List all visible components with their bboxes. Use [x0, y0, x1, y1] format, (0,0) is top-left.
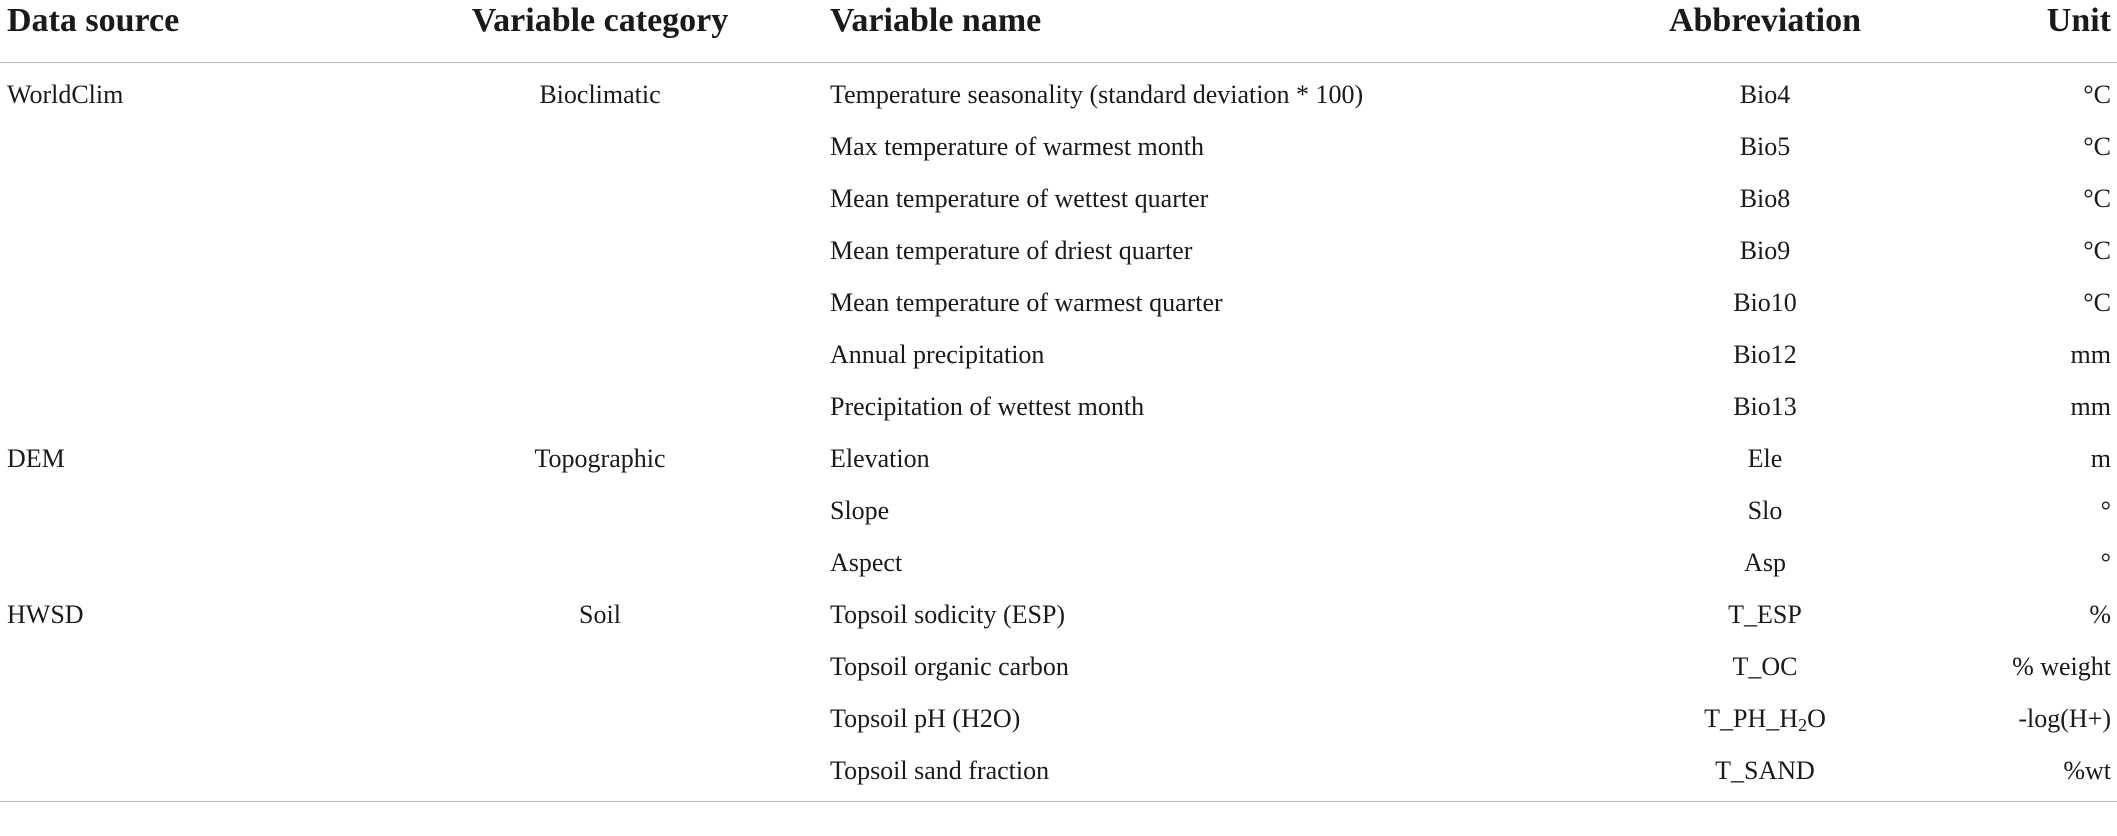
cell-source [0, 745, 370, 802]
cell-source: DEM [7, 444, 65, 473]
header-unit: Unit [1970, 0, 2117, 63]
cell-category [370, 537, 830, 589]
cell-category: Soil [579, 600, 621, 629]
cell-abbreviation: Bio13 [1733, 392, 1797, 421]
table-row [0, 433, 2117, 485]
cell-category: Bioclimatic [539, 80, 661, 109]
cell-source [0, 641, 370, 693]
cell-abbreviation: Bio8 [1739, 184, 1791, 213]
cell-variable-name: Aspect [830, 548, 903, 577]
cell-unit: ° [2100, 496, 2111, 525]
cell-category [370, 485, 830, 537]
cell-abbreviation: Slo [1747, 496, 1783, 525]
table-row [0, 693, 2117, 745]
table-row [0, 225, 2117, 277]
cell-category: Topographic [534, 444, 666, 473]
cell-category [370, 173, 830, 225]
cell-category [370, 277, 830, 329]
cell-source [0, 693, 370, 745]
abbr-subscript: 2 [1798, 715, 1808, 735]
cell-category [370, 121, 830, 173]
header-variable-category: Variable category [370, 0, 830, 63]
cell-abbreviation: Bio10 [1733, 288, 1797, 317]
cell-variable-name: Topsoil sand fraction [830, 745, 1560, 802]
cell-category [370, 225, 830, 277]
cell-unit: %wt [1970, 745, 2117, 802]
cell-unit: ° [2100, 548, 2111, 577]
cell-category [370, 693, 830, 745]
cell-unit: °C [2083, 132, 2111, 161]
cell-category [370, 381, 830, 433]
cell-abbreviation: Bio4 [1739, 80, 1791, 109]
table-header-row [0, 0, 2117, 63]
cell-abbreviation: Bio5 [1739, 132, 1791, 161]
table-row [0, 381, 2117, 433]
cell-variable-name: Annual precipitation [830, 340, 1045, 369]
abbr-tail: O [1807, 704, 1826, 733]
cell-variable-name: Mean temperature of warmest quarter [830, 288, 1223, 317]
cell-source [0, 277, 370, 329]
cell-abbreviation: T_SAND [1560, 745, 1970, 802]
cell-abbreviation [1560, 693, 1970, 745]
table-row [0, 589, 2117, 641]
cell-unit: % [2089, 600, 2111, 629]
cell-category [370, 745, 830, 802]
cell-source [0, 485, 370, 537]
table-row [0, 329, 2117, 381]
cell-unit: °C [2083, 288, 2111, 317]
cell-unit: °C [2083, 80, 2111, 109]
cell-variable-name: Topsoil pH (H2O) [830, 704, 1021, 733]
cell-source [0, 381, 370, 433]
abbr-main: T_PH_H [1704, 704, 1799, 733]
cell-variable-name: Slope [830, 496, 890, 525]
cell-source [0, 225, 370, 277]
table-row [0, 121, 2117, 173]
cell-abbreviation: Bio9 [1739, 236, 1791, 265]
cell-variable-name: Topsoil sodicity (ESP) [830, 600, 1066, 629]
cell-variable-name: Elevation [830, 444, 930, 473]
cell-variable-name: Mean temperature of driest quarter [830, 236, 1193, 265]
cell-unit: mm [2070, 340, 2111, 369]
table-row [0, 485, 2117, 537]
header-abbreviation: Abbreviation [1560, 0, 1970, 63]
cell-unit: % weight [2012, 652, 2111, 681]
cell-abbreviation: Asp [1744, 548, 1786, 577]
cell-category [370, 641, 830, 693]
cell-abbreviation: Ele [1747, 444, 1783, 473]
cell-source [0, 537, 370, 589]
cell-source [0, 121, 370, 173]
cell-variable-name: Topsoil organic carbon [830, 652, 1069, 681]
cell-unit: -log(H+) [2018, 704, 2111, 733]
cell-abbreviation: Bio12 [1733, 340, 1797, 369]
table-row [0, 63, 2117, 122]
cell-source [0, 329, 370, 381]
cell-variable-name: Mean temperature of wettest quarter [830, 184, 1209, 213]
cell-unit: m [2090, 444, 2111, 473]
cell-abbreviation: T_ESP [1728, 600, 1802, 629]
header-data-source: Data source [0, 0, 370, 63]
table-row [0, 641, 2117, 693]
cell-source [0, 173, 370, 225]
table-row [0, 745, 2117, 802]
cell-variable-name: Precipitation of wettest month [830, 392, 1145, 421]
cell-unit: °C [2083, 184, 2111, 213]
header-variable-name: Variable name [830, 0, 1560, 63]
cell-abbreviation: T_OC [1732, 652, 1798, 681]
cell-category [370, 329, 830, 381]
cell-variable-name: Temperature seasonality (standard deviation * 100) [830, 80, 1364, 109]
table-row [0, 537, 2117, 589]
cell-unit: °C [2083, 236, 2111, 265]
cell-unit: mm [2070, 392, 2111, 421]
table-row [0, 173, 2117, 225]
cell-source: HWSD [7, 600, 84, 629]
cell-variable-name: Max temperature of warmest month [830, 132, 1204, 161]
cell-source: WorldClim [7, 80, 124, 109]
table-row [0, 277, 2117, 329]
